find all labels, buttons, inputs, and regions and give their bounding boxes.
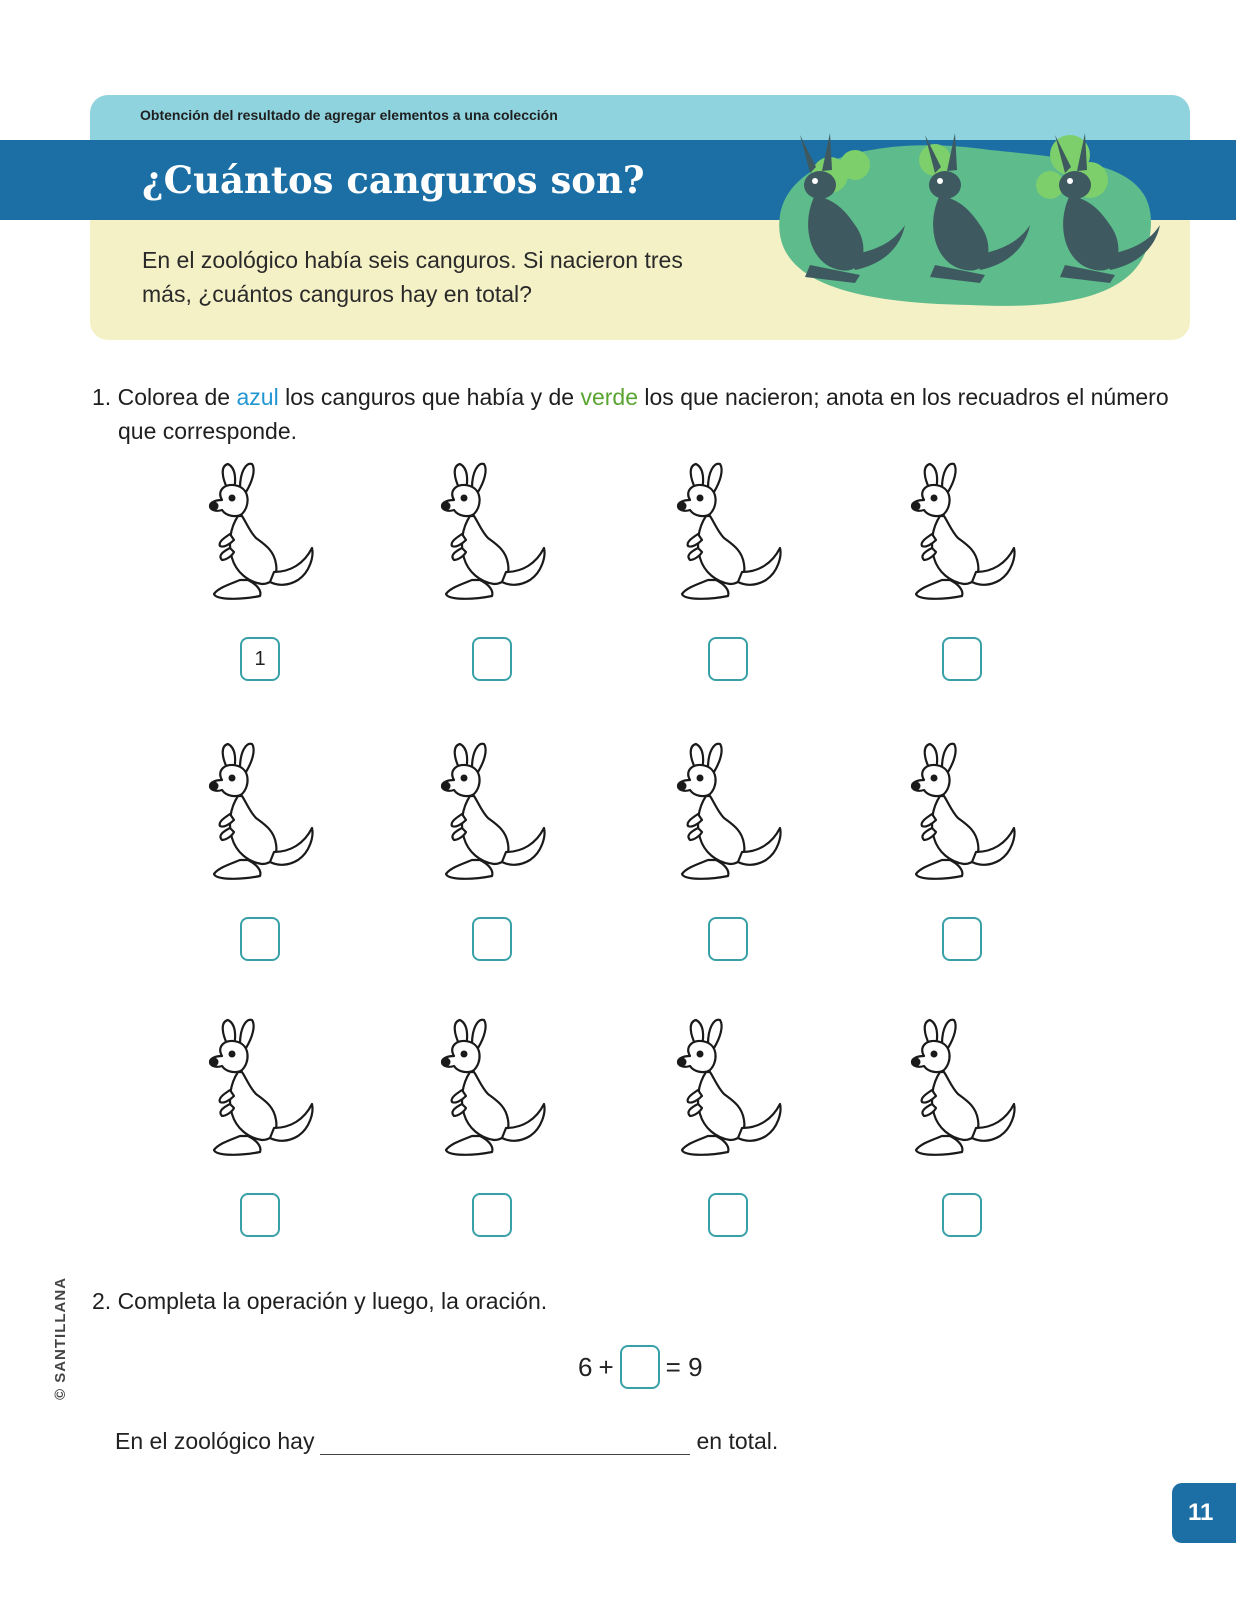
equals-result: = 9	[665, 1351, 703, 1382]
number-box[interactable]	[240, 1193, 280, 1237]
kangaroo-outline-icon	[668, 740, 793, 890]
kangaroos-illustration	[770, 125, 1170, 320]
kangaroo-item[interactable]	[882, 460, 1042, 700]
kangaroo-outline-icon	[432, 740, 557, 890]
kangaroo-outline-icon	[200, 740, 325, 890]
color-word-green: verde	[580, 384, 639, 410]
number-box[interactable]	[472, 637, 512, 681]
page-title: ¿Cuántos canguros son?	[142, 158, 645, 202]
kangaroo-item[interactable]	[882, 740, 1042, 980]
kangaroo-outline-icon	[902, 460, 1027, 610]
kangaroo-item[interactable]	[180, 460, 340, 700]
publisher-credit: © SANTILLANA	[52, 1276, 69, 1400]
kangaroo-item[interactable]	[648, 460, 808, 700]
instruction-text: Colorea de	[117, 384, 237, 410]
kangaroo-outline-icon	[200, 1016, 325, 1166]
kangaroo-item[interactable]	[412, 460, 572, 700]
kangaroo-item[interactable]	[648, 1016, 808, 1256]
number-box[interactable]	[472, 917, 512, 961]
kangaroo-outline-icon	[432, 1016, 557, 1166]
number-box[interactable]	[942, 637, 982, 681]
instruction-text: los canguros que había y de	[278, 384, 581, 410]
exercise-2-instruction: 2. Completa la operación y luego, la oración.	[92, 1288, 548, 1314]
exercise-1-number: 1.	[92, 384, 112, 410]
number-box[interactable]	[942, 917, 982, 961]
kangaroo-outline-icon	[200, 460, 325, 610]
operand: 6	[578, 1351, 593, 1382]
equation-answer-box[interactable]	[620, 1345, 660, 1389]
page-number: 11	[1172, 1483, 1236, 1543]
answer-sentence	[115, 1428, 778, 1455]
kangaroo-item[interactable]	[412, 740, 572, 980]
number-box[interactable]	[472, 1193, 512, 1237]
instruction-text: los que nacieron; anota en los recuadros el número que corresponde.	[118, 384, 1169, 444]
kangaroo-outline-icon	[902, 740, 1027, 890]
kangaroo-grid	[180, 460, 1080, 1260]
kangaroo-item[interactable]	[180, 740, 340, 980]
answer-line[interactable]	[320, 1430, 690, 1455]
kangaroo-outline-icon	[668, 1016, 793, 1166]
number-box[interactable]	[708, 637, 748, 681]
kangaroo-item[interactable]	[648, 740, 808, 980]
exercise-1-instruction	[92, 380, 1188, 448]
number-box[interactable]	[708, 917, 748, 961]
kangaroo-outline-icon	[902, 1016, 1027, 1166]
sentence-start: En el zoológico hay	[115, 1428, 315, 1454]
number-box[interactable]	[708, 1193, 748, 1237]
equation	[578, 1345, 703, 1389]
kangaroo-item[interactable]	[412, 1016, 572, 1256]
topic-label: Obtención del resultado de agregar elementos a una colección	[140, 107, 558, 123]
kangaroo-outline-icon	[668, 460, 793, 610]
sentence-end: en total.	[696, 1428, 779, 1454]
number-box[interactable]	[240, 917, 280, 961]
kangaroo-outline-icon	[432, 460, 557, 610]
number-box[interactable]: 1	[240, 637, 280, 681]
color-word-blue: azul	[236, 384, 279, 410]
number-box[interactable]	[942, 1193, 982, 1237]
plus-sign: +	[598, 1351, 614, 1382]
problem-statement: En el zoológico había seis canguros. Si nacieron tres más, ¿cuántos canguros hay en total?	[142, 247, 683, 307]
kangaroo-item[interactable]	[180, 1016, 340, 1256]
kangaroo-item[interactable]	[882, 1016, 1042, 1256]
